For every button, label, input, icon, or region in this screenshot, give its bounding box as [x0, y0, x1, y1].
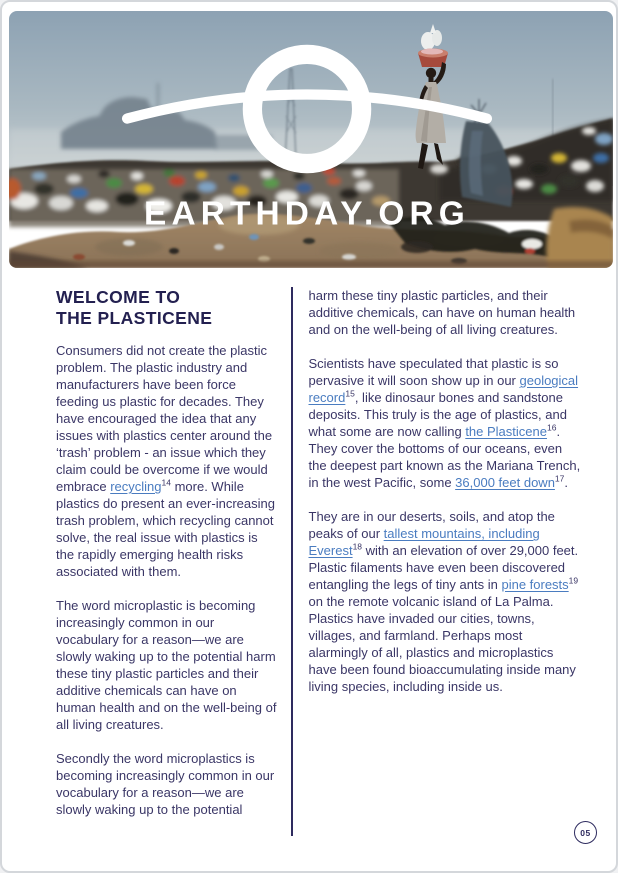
column-right: [309, 287, 581, 871]
text-run: The word microplastic is becoming increasingly common in our vocabulary for a reason—we are slowly waking up to the potential harm these tiny plastic particles and their additive chemicals can have on human health and on the well-being of all living creatures.: [56, 598, 277, 732]
footnote-ref: 15: [345, 388, 355, 399]
page-number: 05: [580, 827, 591, 838]
text-run: Scientists have speculated that plastic is so pervasive it will soon show up in our: [308, 356, 559, 388]
heading-line-1: WELCOME TO: [56, 287, 181, 307]
text-run: .: [564, 475, 569, 490]
footnote-ref: 14: [161, 477, 171, 488]
footnote-ref: 17: [554, 473, 565, 484]
footnote-link[interactable]: 36,000 feet down: [455, 475, 555, 490]
body-paragraph: [309, 508, 581, 695]
text-run: , like dinosaur bones and sandstone deposits. This truly is the age of plastics, and what some are now calling: [308, 390, 567, 439]
text-run: more. While plastics do present an ever-increasing trash problem, which recycling cannot solve, the real issue with plastics is the rapidly emerging health risks associated with them.: [56, 479, 275, 579]
footnote-link[interactable]: geological record: [308, 373, 579, 405]
text-run: with an elevation of over 29,000 feet. Plastic filaments have even been discovered entangling the legs of tiny ants in: [308, 543, 579, 592]
footnote-ref: 19: [568, 575, 579, 586]
page-number-badge: [574, 821, 597, 844]
text-run: They are in our deserts, soils, and atop the peaks of our: [308, 509, 555, 541]
body-paragraph: [56, 342, 278, 580]
text-run: Secondly the word microplastics is becoming increasingly common in our vocabulary for a reason—we are slowly waking up to the potential: [56, 751, 275, 817]
footnote-link[interactable]: pine forests: [501, 577, 569, 592]
earthday-logo: [9, 19, 609, 268]
column-left-paragraphs: [56, 342, 278, 818]
footnote-link[interactable]: the Plasticene: [465, 424, 547, 439]
column-right-paragraphs: [309, 287, 581, 695]
body-paragraph: [309, 287, 581, 338]
heading-line-2: THE PLASTICENE: [56, 308, 213, 328]
article-content: [2, 268, 616, 871]
landfill-photo: [9, 11, 613, 268]
article-heading: [56, 287, 278, 329]
body-paragraph: [309, 355, 581, 491]
body-paragraph: [56, 750, 278, 818]
text-run: on the remote volcanic island of La Palma. Plastics have invaded our cities, towns, villages, and farmland. Perhaps most alarmingly of all, plastics and microplastics have been found bioaccumulating inside many living species, including inside us.: [308, 594, 576, 694]
column-divider: [291, 287, 293, 836]
text-run: Consumers did not create the plastic problem. The plastic industry and manufacturers have been force feeding us plastic for decades. They have encouraged the idea that any issues with plastics center around the ‘trash’ problem - an issue which they claim could be overcome if we would embrace: [56, 343, 273, 494]
text-run: . They cover the bottoms of our oceans, even the deepest part known as the Mariana Trench, in the west Pacific, some: [308, 424, 581, 490]
logo-wordmark: EARTHDAY.ORG: [144, 195, 470, 233]
footnote-link[interactable]: recycling: [110, 479, 162, 494]
body-paragraph: [56, 597, 278, 733]
column-left: [56, 287, 291, 871]
text-run: harm these tiny plastic particles, and their additive chemicals, can have on human health and on the well-being of all living creatures.: [308, 288, 576, 337]
footnote-ref: 18: [352, 541, 363, 552]
footnote-link[interactable]: tallest mountains, including Everest: [308, 526, 540, 558]
footnote-ref: 16: [546, 422, 557, 433]
